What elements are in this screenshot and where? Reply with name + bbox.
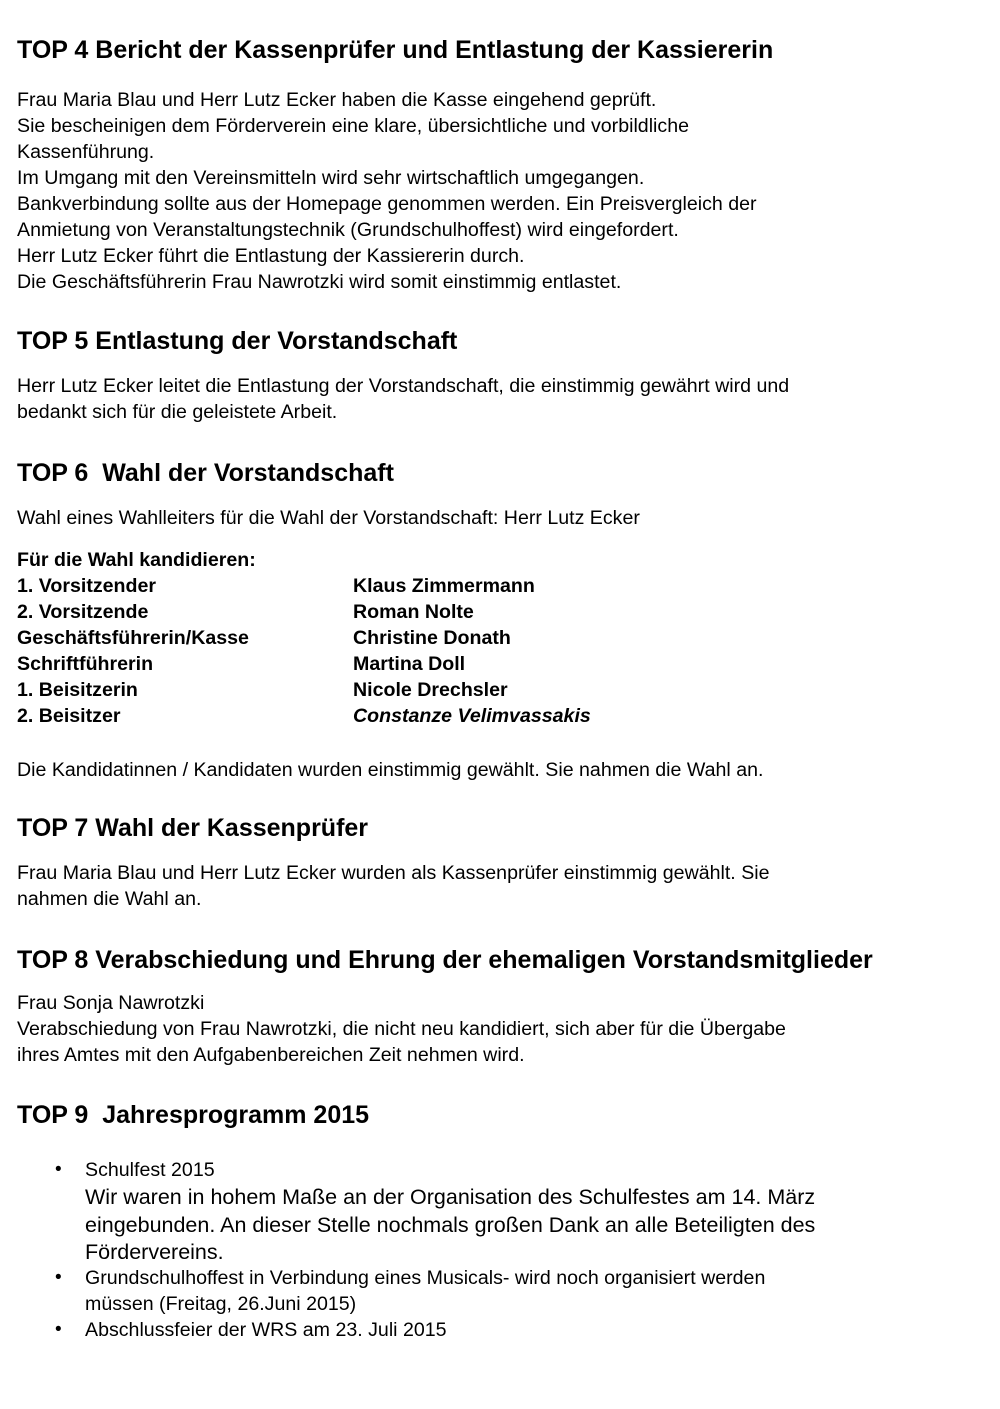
- heading-top6: TOP 6 Wahl der Vorstandschaft: [17, 459, 394, 487]
- list-item-detail: Wir waren in hohem Maße an der Organisation des Schulfestes am 14. März: [85, 1185, 816, 1209]
- document-page: [17, 34, 977, 1343]
- top5-line: bedankt sich für die geleistete Arbeit.: [17, 401, 338, 423]
- candidate-role: Schriftführerin: [17, 653, 154, 675]
- list-item: [17, 1157, 977, 1265]
- top8-line: Verabschiedung von Frau Nawrotzki, die nicht neu kandidiert, sich aber für die Übergabe: [17, 1018, 786, 1040]
- top6-result: [17, 757, 977, 783]
- list-item-title: Abschlussfeier der WRS am 23. Juli 2015: [85, 1319, 447, 1341]
- top7-line: nahmen die Wahl an.: [17, 888, 202, 910]
- bullet-icon: •: [55, 1267, 62, 1288]
- list-item-detail: müssen (Freitag, 26.Juni 2015): [85, 1293, 357, 1315]
- list-item: [17, 1317, 977, 1343]
- candidate-row: [17, 599, 977, 625]
- heading-top9: TOP 9 Jahresprogramm 2015: [17, 1101, 370, 1129]
- candidate-role: Geschäftsführerin/Kasse: [17, 627, 249, 649]
- list-item: [17, 1265, 977, 1317]
- program-list: [17, 1157, 977, 1343]
- top4-line: Frau Maria Blau und Herr Lutz Ecker haben die Kasse eingehend geprüft.: [17, 89, 657, 111]
- wahlleiter-text: Wahl eines Wahlleiters für die Wahl der Vorstandschaft: Herr Lutz Ecker: [17, 507, 640, 529]
- candidate-row: [17, 625, 977, 651]
- election-result-text: Die Kandidatinnen / Kandidaten wurden einstimmig gewählt. Sie nahmen die Wahl an.: [17, 759, 764, 781]
- heading-top5: TOP 5 Entlastung der Vorstandschaft: [17, 327, 458, 355]
- top8-line: ihres Amtes mit den Aufgabenbereichen Zeit nehmen wird.: [17, 1044, 525, 1066]
- candidate-name: Klaus Zimmermann: [353, 575, 535, 597]
- candidate-row: [17, 703, 977, 729]
- top5-body: [17, 373, 977, 425]
- candidate-name: Nicole Drechsler: [353, 679, 508, 701]
- list-item-detail: eingebunden. An dieser Stelle nochmals großen Dank an alle Beteiligten des: [85, 1213, 816, 1237]
- candidate-role: 1. Vorsitzender: [17, 575, 157, 597]
- list-item-detail: Fördervereins.: [85, 1240, 224, 1264]
- list-item-title: Schulfest 2015: [85, 1159, 215, 1181]
- top4-line: Herr Lutz Ecker führt die Entlastung der Kassiererin durch.: [17, 245, 525, 267]
- bullet-icon: •: [55, 1159, 62, 1180]
- candidates-title: Für die Wahl kandidieren:: [17, 549, 256, 571]
- top4-line: Anmietung von Veranstaltungstechnik (Grundschulhoffest) wird eingefordert.: [17, 219, 679, 241]
- heading-top4: TOP 4 Bericht der Kassenprüfer und Entlastung der Kassiererin: [17, 36, 774, 64]
- candidate-name: Roman Nolte: [353, 601, 474, 623]
- candidates-title-row: [17, 547, 977, 573]
- top7-body: [17, 860, 977, 912]
- top4-line: Kassenführung.: [17, 141, 155, 163]
- candidate-role: 2. Vorsitzende: [17, 601, 149, 623]
- top4-line: Sie bescheinigen dem Förderverein eine klare, übersichtliche und vorbildliche: [17, 115, 690, 137]
- top7-line: Frau Maria Blau und Herr Lutz Ecker wurden als Kassenprüfer einstimmig gewählt. Sie: [17, 862, 770, 884]
- candidate-row: [17, 573, 977, 599]
- candidate-name: Christine Donath: [353, 627, 511, 649]
- candidate-row: [17, 651, 977, 677]
- heading-top7: TOP 7 Wahl der Kassenprüfer: [17, 814, 369, 842]
- list-item-title: Grundschulhoffest in Verbindung eines Musicals- wird noch organisiert werden: [85, 1267, 766, 1289]
- candidate-name: Martina Doll: [353, 653, 466, 675]
- candidates-table: [17, 547, 977, 729]
- candidate-role: 2. Beisitzer: [17, 705, 121, 727]
- top4-line: Bankverbindung sollte aus der Homepage genommen werden. Ein Preisvergleich der: [17, 193, 757, 215]
- candidate-role: 1. Beisitzerin: [17, 679, 138, 701]
- top8-body: [17, 990, 977, 1068]
- top5-line: Herr Lutz Ecker leitet die Entlastung der Vorstandschaft, die einstimmig gewährt wird und: [17, 375, 790, 397]
- bullet-icon: •: [55, 1319, 62, 1340]
- top6-wahlleiter: [17, 505, 977, 531]
- heading-top8: TOP 8 Verabschiedung und Ehrung der ehemaligen Vorstandsmitglieder: [17, 946, 873, 974]
- top4-line: Die Geschäftsführerin Frau Nawrotzki wird somit einstimmig entlastet.: [17, 271, 622, 293]
- top4-line: Im Umgang mit den Vereinsmitteln wird sehr wirtschaftlich umgegangen.: [17, 167, 645, 189]
- top4-body: [17, 87, 977, 295]
- candidate-row: [17, 677, 977, 703]
- top8-line: Frau Sonja Nawrotzki: [17, 992, 205, 1014]
- candidate-name: Constanze Velimvassakis: [353, 705, 591, 727]
